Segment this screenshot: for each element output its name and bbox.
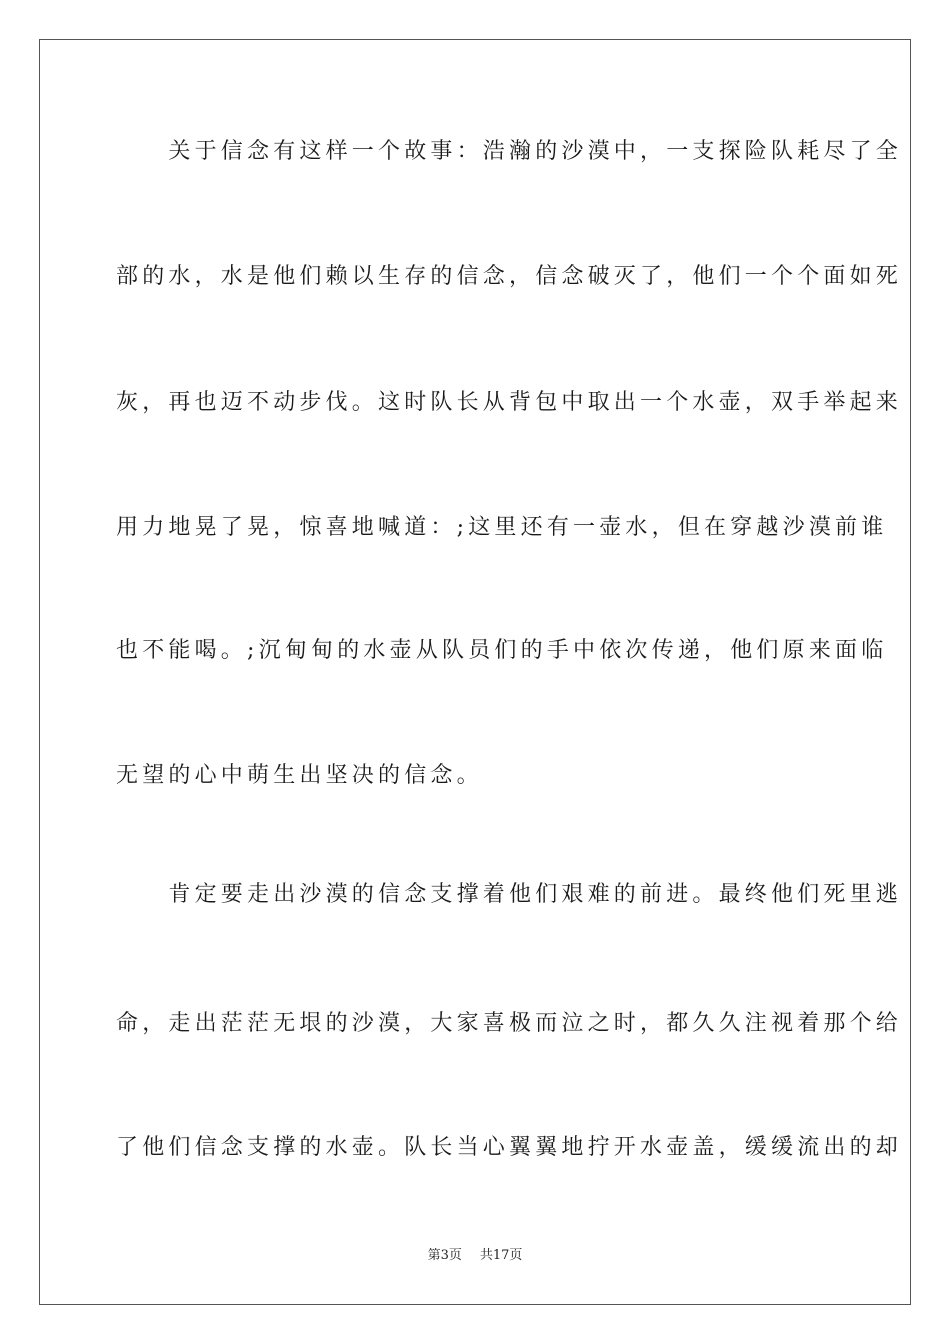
- text-line: 了他们信念支撑的水壶。队长当心翼翼地拧开水壶盖，缓缓流出的却: [116, 1135, 903, 1160]
- text-line: 用力地晃了晃，惊喜地喊道：;这里还有一壶水，但在穿越沙漠前谁: [116, 515, 888, 540]
- page-frame: [39, 39, 911, 1305]
- page-number: 第3页: [427, 1248, 462, 1263]
- text-line: 关于信念有这样一个故事：浩瀚的沙漠中，一支探险队耗尽了全: [116, 139, 903, 164]
- page-total: 共17页: [479, 1248, 523, 1263]
- text-line: 也不能喝。;沉甸甸的水壶从队员们的手中依次传递，他们原来面临: [116, 638, 888, 663]
- page-footer: [0, 1248, 950, 1264]
- text-line: 部的水，水是他们赖以生存的信念，信念破灭了，他们一个个面如死: [116, 264, 903, 289]
- text-line: 灰，再也迈不动步伐。这时队长从背包中取出一个水壶，双手举起来: [116, 390, 903, 415]
- text-line: 命，走出茫茫无垠的沙漠，大家喜极而泣之时，都久久注视着那个给: [116, 1011, 903, 1036]
- text-line: 无望的心中萌生出坚决的信念。: [116, 763, 483, 788]
- text-line: 肯定要走出沙漠的信念支撑着他们艰难的前进。最终他们死里逃: [116, 882, 903, 907]
